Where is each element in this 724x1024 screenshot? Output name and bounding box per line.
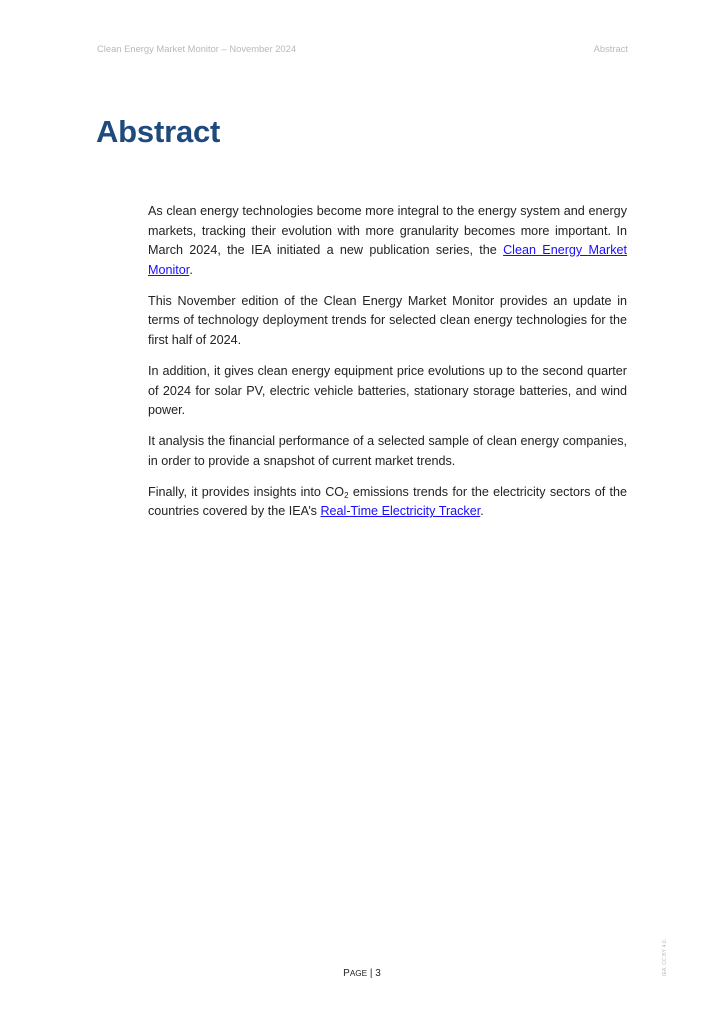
real-time-electricity-tracker-link[interactable]: Real-Time Electricity Tracker [320, 504, 481, 519]
paragraph-financial-performance: It analysis the financial performance of a selected sample of clean energy companies, in order to provide a snapshot of current market trends. [148, 434, 627, 468]
co2-subscript: 2 [344, 490, 349, 500]
page-number: 3 [375, 968, 381, 979]
paragraph-emissions-end: . [480, 504, 484, 519]
page-separator: | [367, 968, 376, 979]
paragraph-intro [148, 202, 627, 280]
page-label-initial: P [343, 968, 350, 979]
page-title: Abstract [96, 114, 221, 149]
paragraph-emissions-text-a: Finally, it provides insights into CO [148, 484, 345, 499]
abstract-body [148, 202, 627, 533]
clean-energy-market-monitor-link[interactable]: Clean Energy Market Monitor [148, 243, 627, 277]
license-notice: IEA. CC BY 4.0. [662, 938, 668, 976]
paragraph-price-evolutions: In addition, it gives clean energy equipment price evolutions up to the second quarter of 2024 for solar PV, electric vehicle batteries, stationary storage batteries, and wind power. [148, 363, 627, 418]
page-number-footer [0, 968, 724, 979]
page-label-rest: AGE [349, 969, 368, 978]
paragraph-emissions [148, 483, 627, 522]
paragraph-intro-end: . [189, 262, 193, 277]
header-section-name: Abstract [593, 43, 628, 54]
paragraph-emissions-text-b: emissions trends for the electricity sectors of the countries covered by the IEA’s [148, 484, 627, 519]
paragraph-intro-text: As clean energy technologies become more integral to the energy system and energy markets, tracking their evolution with more granularity becomes more important. In March 2024, the IEA initiated a new publication series, the [148, 204, 627, 258]
header-report-title: Clean Energy Market Monitor – November 2024 [97, 43, 297, 54]
paragraph-november-edition: This November edition of the Clean Energy Market Monitor provides an update in terms of technology deployment trends for selected clean energy technologies for the first half of 2024. [148, 293, 627, 347]
